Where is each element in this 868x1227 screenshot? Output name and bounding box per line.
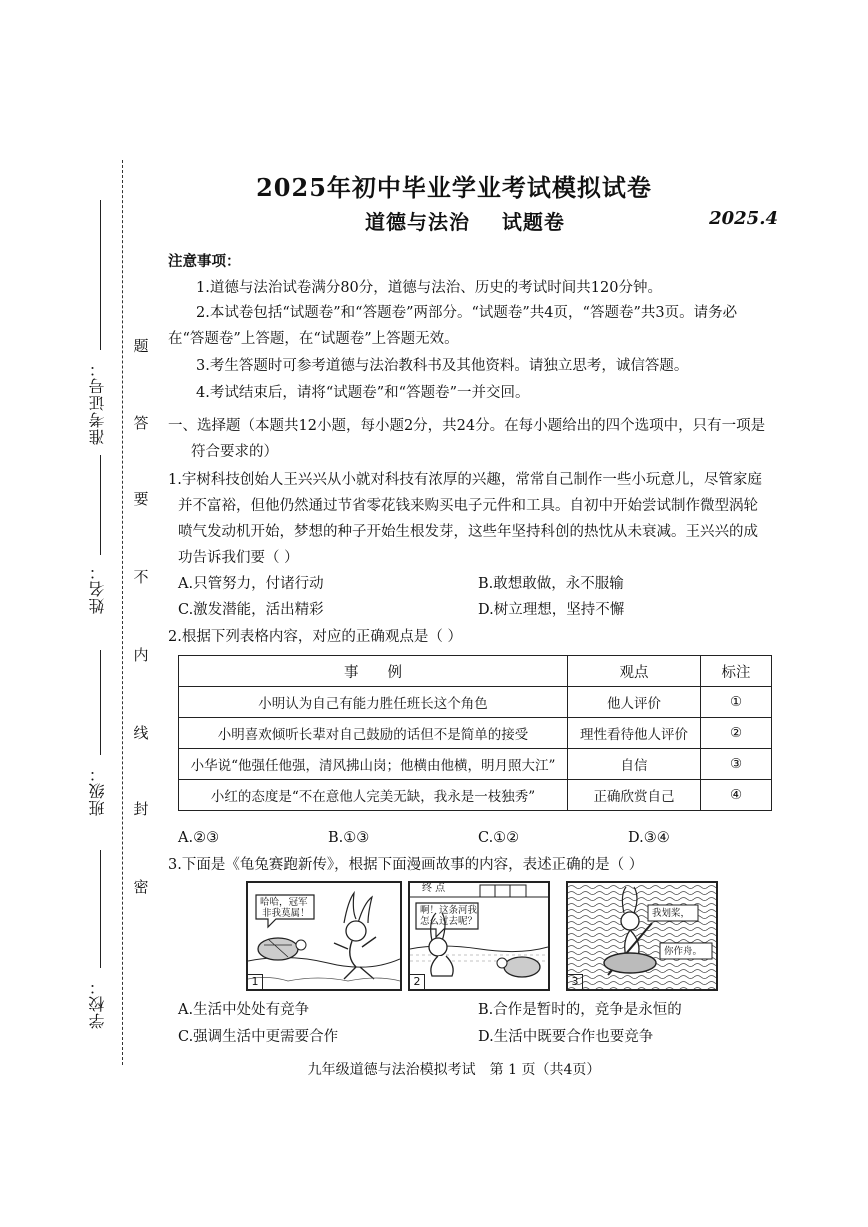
notice-item: 2.本试卷包括“试题卷”和“答题卷”两部分。“试题卷”共4页，“答题卷”共3页。请务必 bbox=[196, 305, 738, 321]
q2-stem: 2.根据下列表格内容，对应的正确观点是（ ） bbox=[168, 629, 462, 645]
school-field[interactable] bbox=[86, 850, 118, 1035]
comic-panel-1 bbox=[246, 881, 402, 991]
table-header-row bbox=[179, 656, 772, 687]
exam-date: 2025.4 bbox=[709, 208, 778, 229]
table-cell: 小明喜欢倾听长辈对自己鼓励的话但不是简单的接受 bbox=[179, 718, 568, 749]
name-blank[interactable] bbox=[100, 455, 101, 555]
q2-option-d[interactable]: D.③④ bbox=[628, 830, 670, 846]
q1-option-a[interactable]: A.只管努力，付诸行动 bbox=[178, 576, 324, 592]
binding-dashed-line bbox=[122, 160, 123, 1065]
comic-drawing bbox=[568, 883, 716, 989]
q2-option-c[interactable]: C.①② bbox=[478, 830, 520, 846]
table-row bbox=[179, 687, 772, 718]
notice-item: 在“答题卷”上答题，在“试题卷”上答题无效。 bbox=[168, 331, 459, 347]
table-row bbox=[179, 780, 772, 811]
class-field[interactable] bbox=[86, 650, 118, 825]
table-cell: ① bbox=[701, 687, 772, 718]
comic-drawing bbox=[410, 883, 548, 989]
notice-item: 3.考生答题时可参考道德与法治教科书及其他资料。请独立思考，诚信答题。 bbox=[196, 358, 689, 374]
q1-option-c[interactable]: C.激发潜能，活出精彩 bbox=[178, 602, 324, 618]
section-heading: 一、选择题（本题共12小题，每小题2分，共24分。在每小题给出的四个选项中，只有一项是 bbox=[168, 418, 766, 434]
seal-char: 内 bbox=[133, 646, 149, 664]
finish-sign: 终 点 bbox=[422, 883, 446, 894]
table-cell: 自信 bbox=[568, 749, 701, 780]
seal-char: 封 bbox=[133, 800, 149, 818]
q3-option-c[interactable]: C.强调生活中更需要合作 bbox=[178, 1029, 339, 1045]
admission-number-blank[interactable] bbox=[100, 200, 101, 350]
table-cell: ③ bbox=[701, 749, 772, 780]
q1-option-b[interactable]: B.敢想敢做，永不服输 bbox=[478, 576, 624, 592]
q1-option-d[interactable]: D.树立理想，坚持不懈 bbox=[478, 602, 625, 618]
q1-stem-line: 喷气发动机开始，梦想的种子开始生根发芽，这些年坚持科创的热忱从未衰减。王兴兴的成 bbox=[178, 524, 758, 540]
page-footer: 九年级道德与法治模拟考试 第 1 页（共4页） bbox=[307, 1062, 601, 1078]
table-header: 事 例 bbox=[179, 656, 568, 687]
table-cell: ② bbox=[701, 718, 772, 749]
comic-bubble-line: 怎么过去呢？ bbox=[420, 916, 478, 927]
table-cell: 小明认为自己有能力胜任班长这个角色 bbox=[179, 687, 568, 718]
section-heading-cont: 符合要求的） bbox=[191, 444, 278, 460]
table-row bbox=[179, 749, 772, 780]
q3-option-b[interactable]: B.合作是暂时的，竞争是永恒的 bbox=[478, 1002, 682, 1018]
q2-table bbox=[178, 655, 772, 811]
notice-heading: 注意事项： bbox=[168, 253, 241, 270]
comic-number: 2 bbox=[410, 974, 425, 989]
table-header: 标注 bbox=[701, 656, 772, 687]
name-label: 姓名： bbox=[88, 563, 107, 614]
table-cell: 小红的态度是“不在意他人完美无缺，我永是一枝独秀” bbox=[179, 780, 568, 811]
comic-number: 3 bbox=[568, 974, 583, 989]
comic-bubble-line: 你作舟。 bbox=[664, 946, 703, 957]
school-blank[interactable] bbox=[100, 850, 101, 968]
exam-title: 2025年初中毕业学业考试模拟试卷 bbox=[256, 173, 652, 202]
table-cell: 正确欣赏自己 bbox=[568, 780, 701, 811]
q3-option-d[interactable]: D.生活中既要合作也要竞争 bbox=[478, 1029, 654, 1045]
school-label: 学校： bbox=[88, 978, 107, 1029]
seal-char: 题 bbox=[133, 337, 149, 355]
comic-panel-3 bbox=[566, 881, 718, 991]
notice-item: 1.道德与法治试卷满分80分，道德与法治、历史的考试时间共120分钟。 bbox=[196, 280, 662, 296]
comic-number: 1 bbox=[248, 974, 263, 989]
exam-subtitle: 道德与法治 试题卷 bbox=[365, 210, 565, 234]
admission-number-label: 准考证号： bbox=[88, 360, 107, 445]
table-row bbox=[179, 718, 772, 749]
q3-option-a[interactable]: A.生活中处处有竞争 bbox=[178, 1002, 310, 1018]
table-cell: ④ bbox=[701, 780, 772, 811]
class-blank[interactable] bbox=[100, 650, 101, 755]
table-header: 观点 bbox=[568, 656, 701, 687]
table-cell: 小华说“他强任他强，清风拂山岗；他横由他横，明月照大江” bbox=[179, 749, 568, 780]
name-field[interactable] bbox=[86, 455, 118, 630]
comic-panel-2 bbox=[408, 881, 550, 991]
q3-stem: 3.下面是《龟兔赛跑新传》，根据下面漫画故事的内容，表述正确的是（ ） bbox=[168, 857, 644, 873]
q1-stem-line: 功告诉我们要（ ） bbox=[178, 550, 299, 566]
comic-bubble-line: 我划桨， bbox=[652, 908, 691, 919]
notice-item: 4.考试结束后，请将“试题卷”和“答题卷”一并交回。 bbox=[196, 385, 530, 401]
q1-stem-line: 并不富裕，但他仍然通过节省零花钱来购买电子元件和工具。自初中开始尝试制作微型涡轮 bbox=[178, 498, 758, 514]
admission-number-field[interactable] bbox=[86, 200, 118, 450]
seal-char: 密 bbox=[133, 878, 149, 896]
seal-char: 要 bbox=[133, 490, 149, 508]
table-cell: 理性看待他人评价 bbox=[568, 718, 701, 749]
comic-bubble-line: 啊！这条河我 bbox=[420, 905, 478, 916]
table-cell: 他人评价 bbox=[568, 687, 701, 718]
seal-char: 不 bbox=[133, 568, 149, 586]
q1-stem-line: 1.宇树科技创始人王兴兴从小就对科技有浓厚的兴趣，常常自己制作一些小玩意儿，尽管家庭 bbox=[168, 472, 762, 488]
q2-option-b[interactable]: B.①③ bbox=[328, 830, 370, 846]
class-label: 班级： bbox=[88, 765, 107, 816]
seal-char: 线 bbox=[133, 724, 149, 742]
comic-bubble-line: 非我莫属！ bbox=[262, 908, 310, 919]
seal-char: 答 bbox=[133, 414, 149, 432]
comic-bubble-line: 哈哈，冠军 bbox=[260, 897, 308, 908]
q2-option-a[interactable]: A.②③ bbox=[178, 830, 220, 846]
